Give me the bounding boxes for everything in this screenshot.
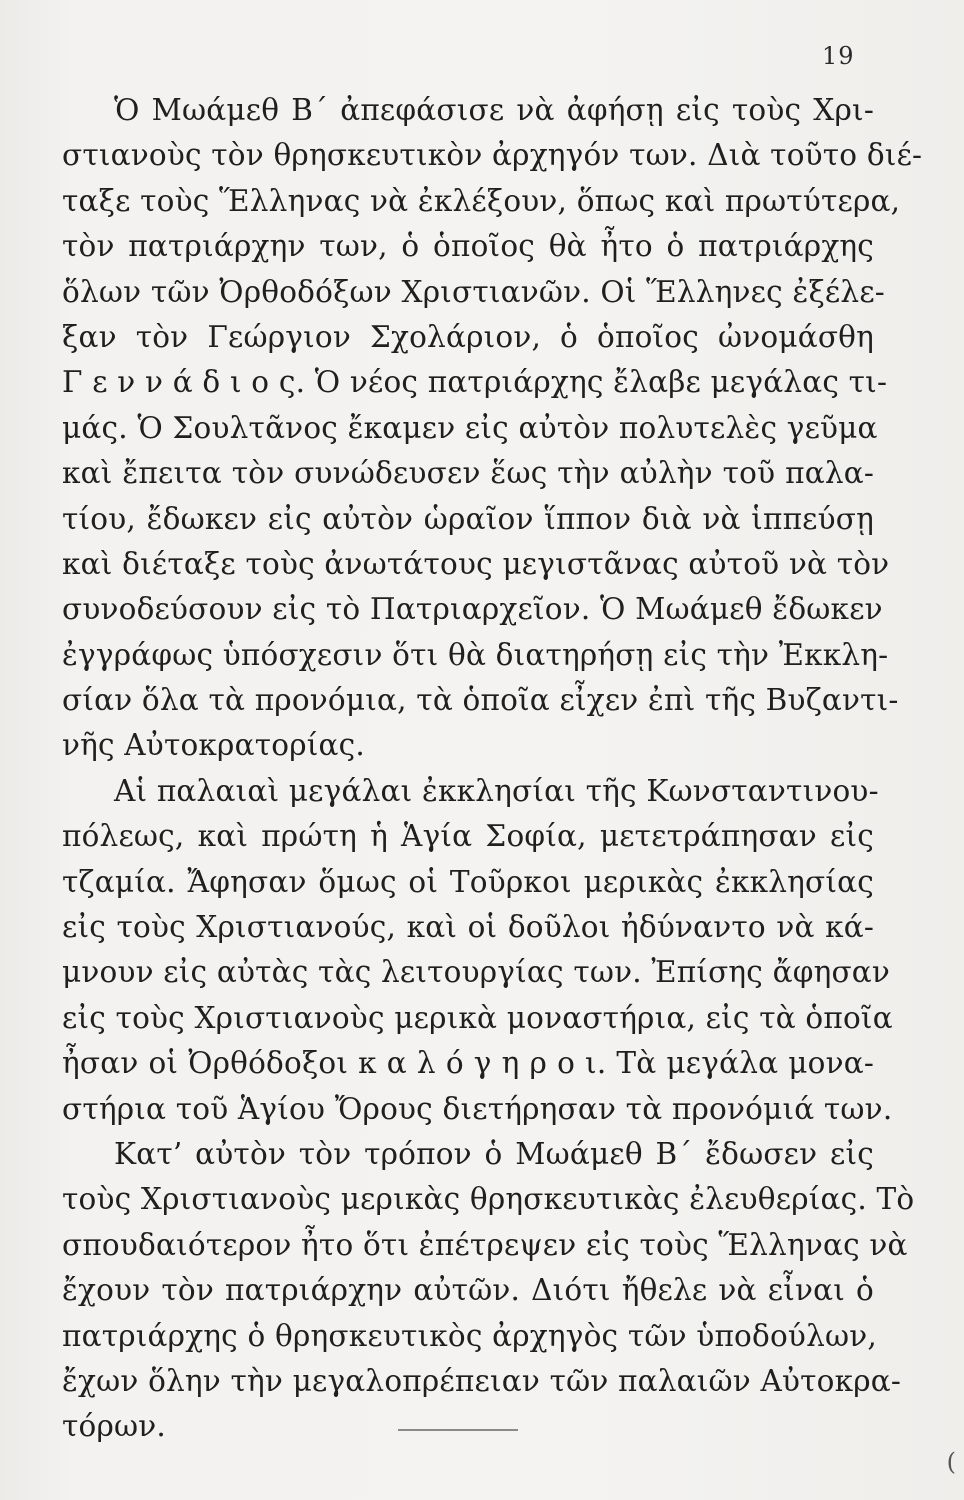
text-line: μνουν εἰς αὐτὰς τὰς λειτουργίας των. Ἐπίσης ἄφησαν	[62, 955, 891, 990]
text-line: ἔχουν τὸν πατριάρχην αὐτῶν. Διότι ἤθελε νὰ εἶναι ὁ	[62, 1273, 874, 1308]
text-line: στήρια τοῦ Ἁγίου Ὄρους διετήρησαν τὰ προνόμιά των.	[62, 1091, 893, 1126]
text-line: σίαν ὅλα τὰ προνόμια, τὰ ὁποῖα εἶχεν ἐπὶ τῆς Βυζαντι-	[62, 683, 899, 718]
text-line: τίου, ἔδωκεν εἰς αὐτὸν ὡραῖον ἵππον διὰ νὰ ἱππεύσῃ	[62, 501, 874, 536]
text-line: ταξε τοὺς Ἕλληνας νὰ ἐκλέξουν, ὅπως καὶ πρωτύτερα,	[62, 183, 901, 218]
text-line: τζαμία. Ἄφησαν ὅμως οἱ Τοῦρκοι μερικὰς ἐκκλησίας	[62, 864, 874, 899]
text-line: πόλεως, καὶ πρώτη ἡ Ἁγία Σοφία, μετετράπησαν εἰς	[62, 819, 874, 854]
text-line: ξαν τὸν Γεώργιον Σχολάριον, ὁ ὁποῖος ὠνομάσθη	[62, 319, 874, 354]
text-line: μάς. Ὁ Σουλτᾶνος ἔκαμεν εἰς αὐτὸν πολυτελὲς γεῦμα	[62, 410, 878, 445]
text-line: Αἱ παλαιαὶ μεγάλαι ἐκκλησίαι τῆς Κωνσταντινου-	[114, 773, 879, 808]
text-line: εἰς τοὺς Χριστιανούς, καὶ οἱ δοῦλοι ἠδύναντο νὰ κά-	[62, 910, 874, 945]
text-line: τόρων.	[62, 1409, 166, 1444]
text-line: ὅλων τῶν Ὀρθοδόξων Χριστιανῶν. Οἱ Ἕλληνες ἐξέλε-	[62, 274, 885, 309]
text-line: τὸν πατριάρχην των, ὁ ὁποῖος θὰ ἦτο ὁ πατριάρχης	[62, 229, 874, 264]
text-line: καὶ ἔπειτα τὸν συνώδευσεν ἕως τὴν αὐλὴν τοῦ παλα-	[62, 456, 874, 491]
text-line: πατριάρχης ὁ θρησκευτικὸς ἀρχηγὸς τῶν ὑποδούλων,	[62, 1318, 877, 1353]
text-line: σπουδαιότερον ἦτο ὅτι ἐπέτρεψεν εἰς τοὺς Ἕλληνας νὰ	[62, 1227, 908, 1262]
end-divider	[398, 1429, 518, 1431]
text-line: Γ ε ν ν ά δ ι ο ς. Ὁ νέος πατριάρχης ἔλαβε μεγάλας τι-	[62, 365, 888, 400]
text-line: Κατ’ αὐτὸν τὸν τρόπον ὁ Μωάμεθ Β΄ ἔδωσεν εἰς	[114, 1136, 874, 1171]
text-line: ἦσαν οἱ Ὀρθόδοξοι κ α λ ό γ η ρ ο ι. Τὰ μεγάλα μονα-	[62, 1046, 874, 1081]
text-line: συνοδεύσουν εἰς τὸ Πατριαρχεῖον. Ὁ Μωάμεθ ἔδωκεν	[62, 592, 883, 627]
body-text	[62, 88, 923, 1450]
text-line: ἐγγράφως ὑπόσχεσιν ὅτι θὰ διατηρήσῃ εἰς τὴν Ἐκκλη-	[62, 637, 889, 672]
text-line: ἔχων ὅλην τὴν μεγαλοπρέπειαν τῶν παλαιῶν Αὐτοκρα-	[62, 1363, 902, 1398]
edge-mark: (	[946, 1448, 956, 1476]
page-number: 19	[822, 42, 855, 70]
text-line: στιανοὺς τὸν θρησκευτικὸν ἀρχηγόν των. Διὰ τοῦτο διέ-	[62, 138, 923, 173]
text-line: νῆς Αὐτοκρατορίας.	[62, 728, 365, 763]
text-line: καὶ διέταξε τοὺς ἀνωτάτους μεγιστᾶνας αὐτοῦ νὰ τὸν	[62, 546, 890, 581]
text-line: εἰς τοὺς Χριστιανοὺς μερικὰ μοναστήρια, εἰς τὰ ὁποῖα	[62, 1000, 893, 1035]
text-line: τοὺς Χριστιανοὺς μερικὰς θρησκευτικὰς ἐλευθερίας. Τὸ	[62, 1182, 915, 1217]
text-line: Ὁ Μωάμεθ Β΄ ἀπεφάσισε νὰ ἀφήσῃ εἰς τοὺς Χρι-	[114, 93, 874, 127]
